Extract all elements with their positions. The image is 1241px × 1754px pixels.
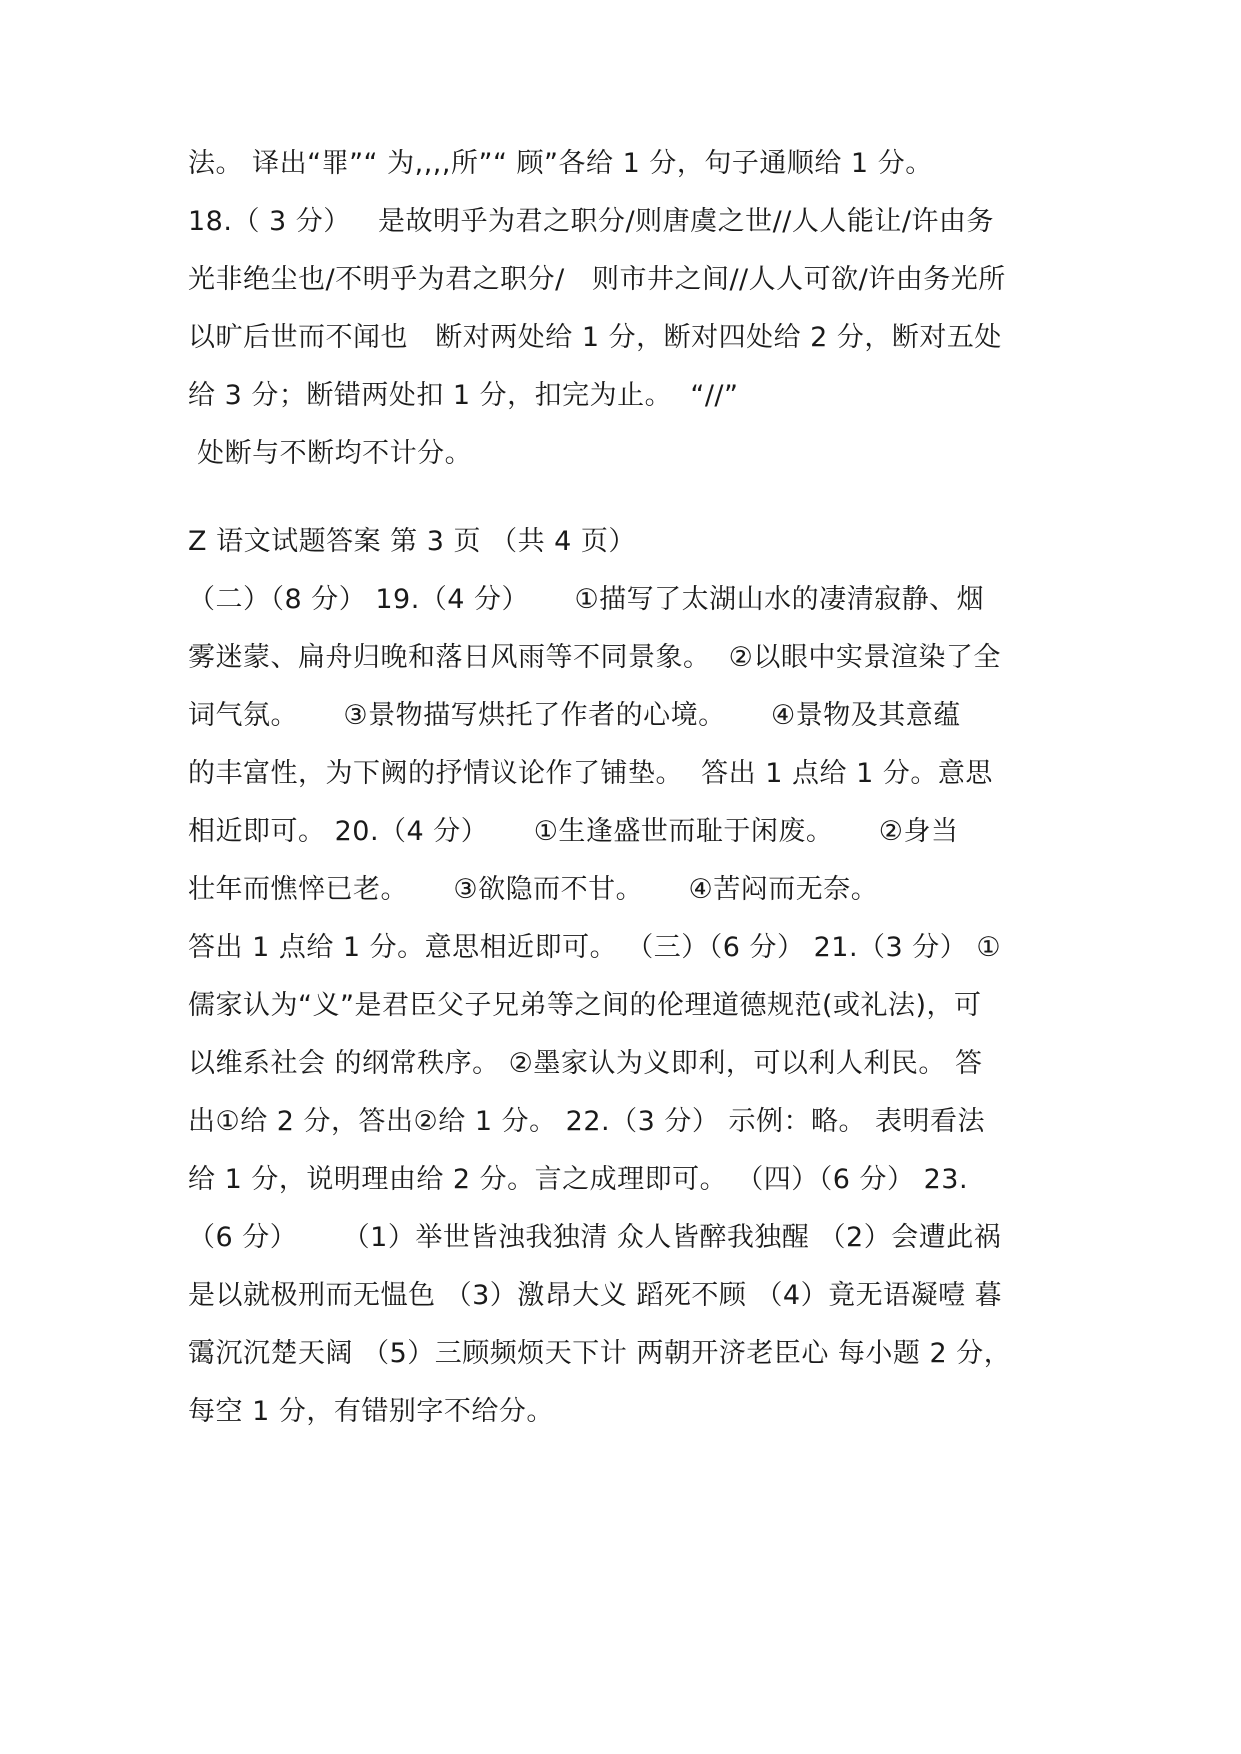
page-footer: Z 语文试题答案 第 3 页 （共 4 页） bbox=[188, 526, 636, 557]
text-line-8: （二）（8 分） 19.（4 分） ①描写了太湖山水的凄清寂静、烟 bbox=[188, 584, 985, 615]
text-line-9: 雾迷蒙、扁舟归晚和落日风雨等不同景象。 ②以眼中实景渲染了全 bbox=[188, 642, 1001, 673]
text-line-15: 儒家认为“义”是君臣父子兄弟等之间的伦理道德规范(或礼法)，可 bbox=[188, 990, 982, 1021]
text-line-13: 壮年而憔悴已老。 ③欲隐而不甘。 ④苦闷而无奈。 bbox=[188, 874, 879, 905]
text-line-19: （6 分） （1）举世皆浊我独清 众人皆醉我独醒 （2）会遭此祸 bbox=[188, 1222, 1002, 1253]
text-line-1: 法。 译出“罪”“ 为,,,,所”“ 顾”各给 1 分，句子通顺给 1 分。 bbox=[188, 148, 933, 179]
text-line-16: 以维系社会 的纲常秩序。 ②墨家认为义即利，可以利人利民。 答 bbox=[188, 1048, 983, 1079]
text-line-2: 18.（ 3 分） 是故明乎为君之职分/则唐虞之世//人人能让/许由务 bbox=[188, 206, 994, 237]
text-line-18: 给 1 分，说明理由给 2 分。言之成理即可。 （四）（6 分） 23. bbox=[188, 1164, 969, 1195]
text-line-22: 每空 1 分，有错别字不给分。 bbox=[188, 1396, 554, 1427]
text-line-12: 相近即可。 20.（4 分） ①生逢盛世而耻于闲废。 ②身当 bbox=[188, 816, 959, 847]
text-line-17: 出①给 2 分，答出②给 1 分。 22.（3 分） 示例：略。 表明看法 bbox=[188, 1106, 986, 1137]
text-line-21: 霭沉沉楚天阔 （5）三顾频烦天下计 两朝开济老臣心 每小题 2 分， bbox=[188, 1338, 1012, 1369]
text-line-10: 词气氛。 ③景物描写烘托了作者的心境。 ④景物及其意蕴 bbox=[188, 700, 961, 731]
text-line-14: 答出 1 点给 1 分。意思相近即可。 （三）（6 分） 21.（3 分） ① bbox=[188, 932, 1002, 963]
text-line-20: 是以就极刑而无愠色 （3）激昂大义 蹈死不顾 （4）竟无语凝噎 暮 bbox=[188, 1280, 1003, 1311]
text-line-3: 光非绝尘也/不明乎为君之职分/ 则市井之间//人人可欲/许由务光所 bbox=[188, 264, 1006, 295]
text-line-11: 的丰富性，为下阙的抒情议论作了铺垫。 答出 1 点给 1 分。意思 bbox=[188, 758, 993, 789]
text-line-4: 以旷后世而不闻也 断对两处给 1 分，断对四处给 2 分，断对五处 bbox=[188, 322, 1002, 353]
text-line-6: 处断与不断均不计分。 bbox=[188, 438, 473, 469]
text-line-5: 给 3 分；断错两处扣 1 分，扣完为止。 “//” bbox=[188, 380, 739, 411]
